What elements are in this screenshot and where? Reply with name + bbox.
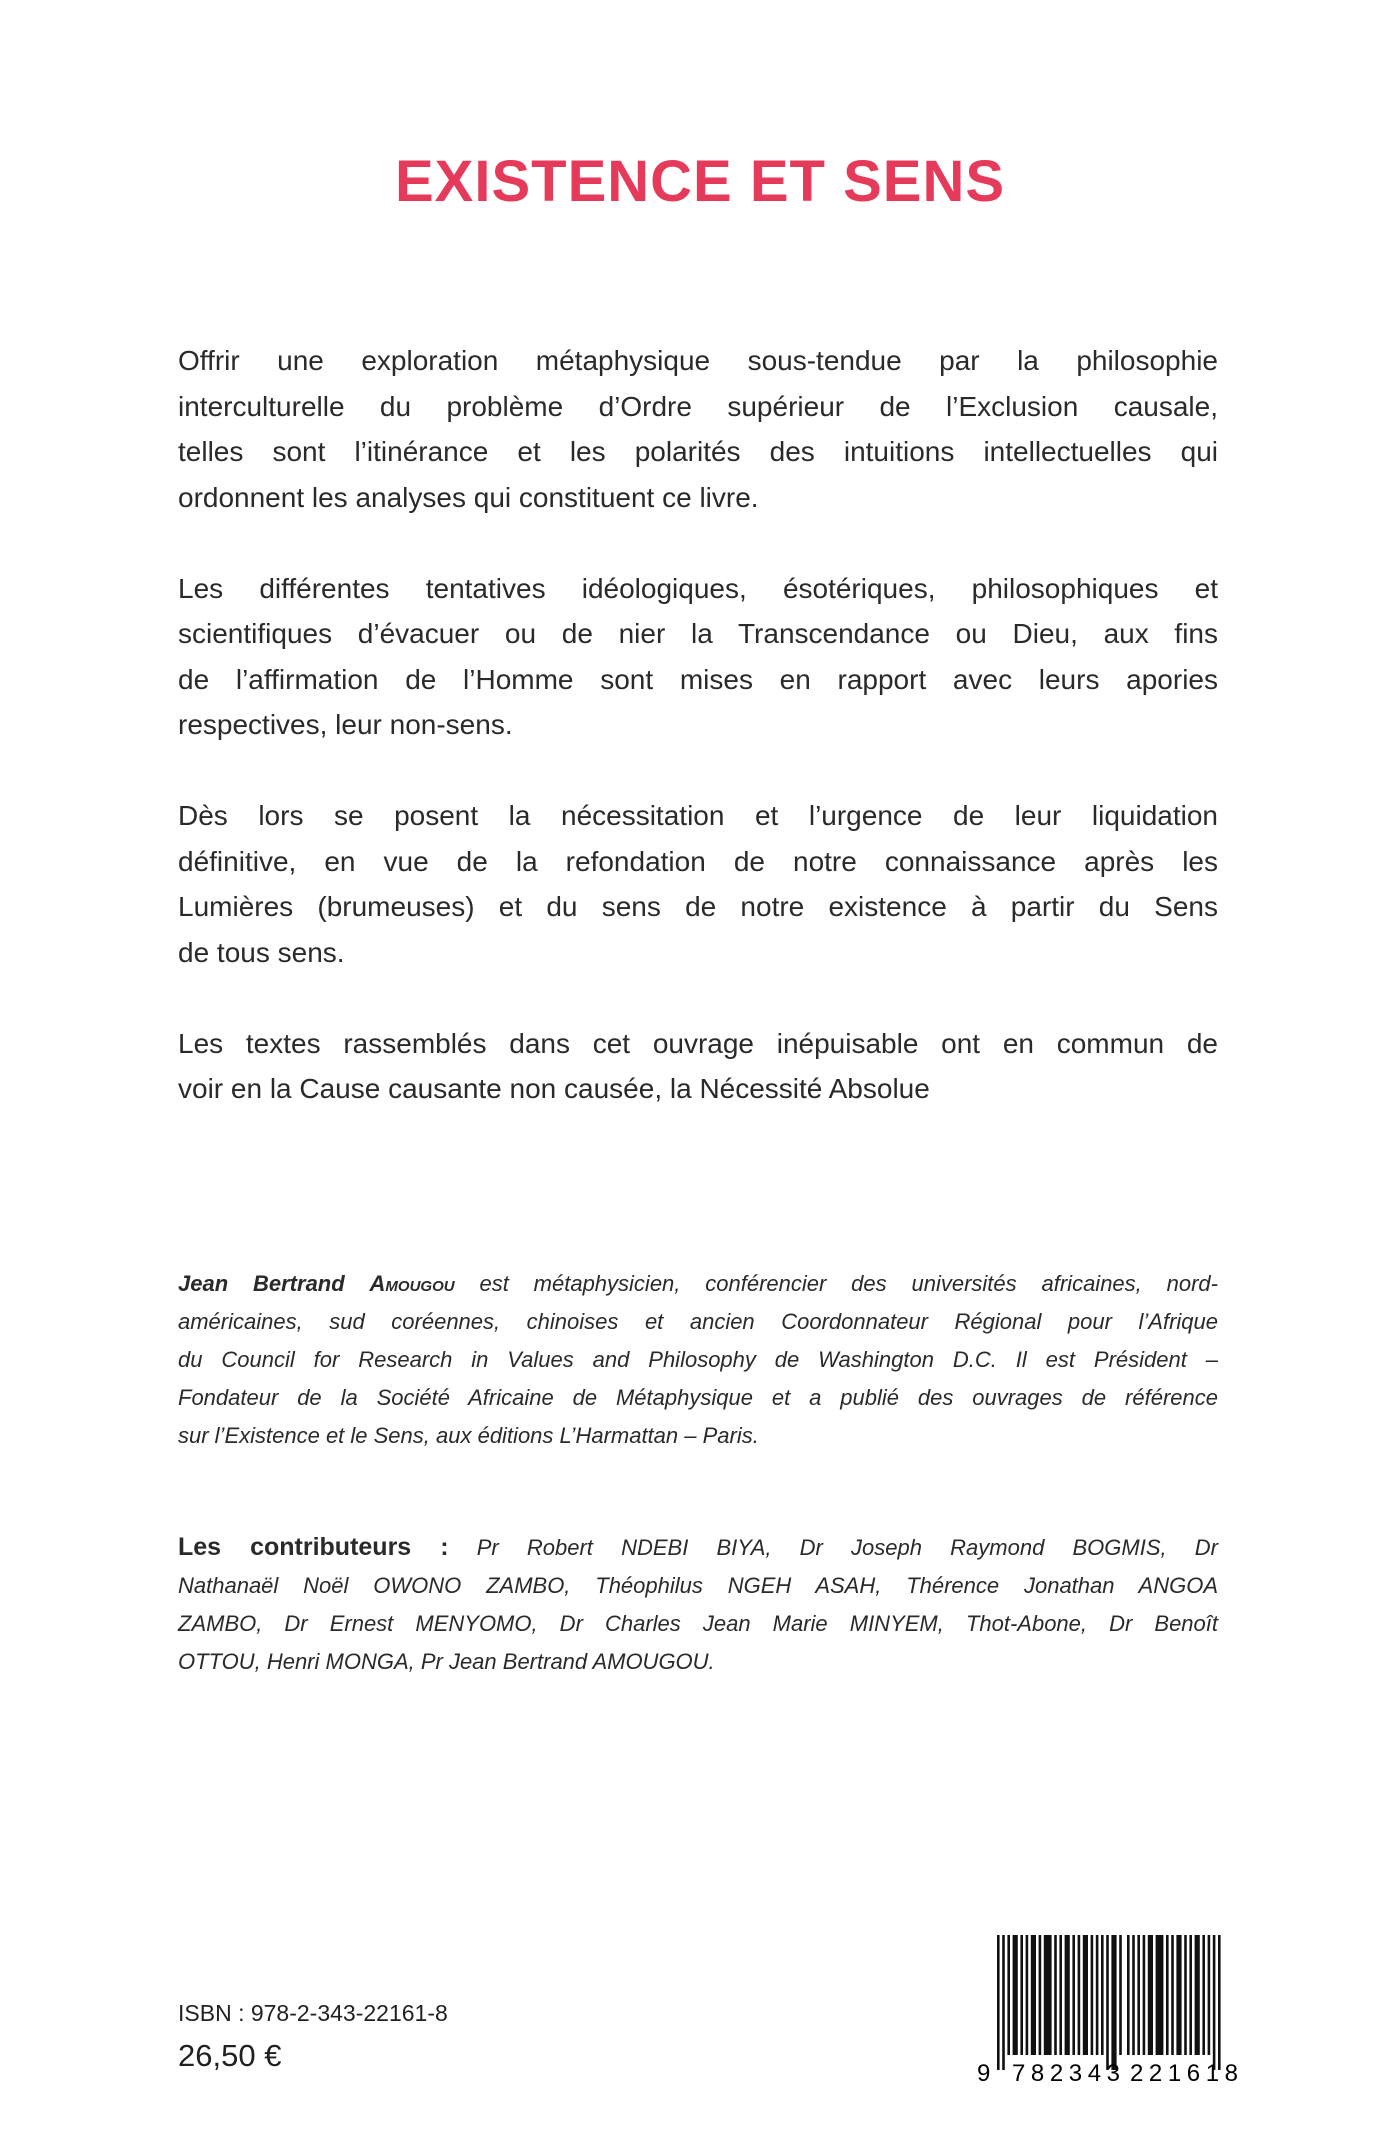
barcode-bar: [1218, 1935, 1221, 2070]
barcode-bar: [1184, 1935, 1187, 2055]
barcode-bar: [1026, 1935, 1029, 2055]
back-cover-summary: [178, 338, 1218, 1157]
bio-line: sur l’Existence et le Sens, aux éditions L’Harmattan – Paris.: [178, 1423, 759, 1448]
barcode-bar: [1054, 1935, 1057, 2055]
summary-line: respectives, leur non-sens.: [178, 709, 513, 740]
summary-paragraph: [178, 793, 1218, 975]
bio-line: [178, 1265, 1218, 1303]
summary-line: Dès lors se posent la nécessitation et l’urgence de leur liquidation: [178, 800, 1218, 831]
price: 26,50 €: [178, 2038, 282, 2073]
contributors-line: Nathanaël Noël OWONO ZAMBO, Théophilus NGEH ASAH, Thérence Jonathan ANGOA: [178, 1573, 1218, 1598]
barcode-bar: [1202, 1935, 1205, 2055]
barcode-bar: [1083, 1935, 1088, 2055]
barcode-bar: [1078, 1935, 1081, 2055]
barcode-bar: [1119, 1935, 1122, 2055]
author-last-name: Amougou: [369, 1271, 455, 1296]
summary-line: Offrir une exploration métaphysique sous-tendue par la philosophie: [178, 345, 1218, 376]
bio-line: Fondateur de la Société Africaine de Métaphysique et a publié des ouvrages de référence: [178, 1385, 1218, 1410]
barcode-bar: [1002, 1935, 1005, 2070]
barcode-bar: [1189, 1935, 1192, 2055]
barcode-bar: [1176, 1935, 1181, 2055]
barcode-bar: [1166, 1935, 1169, 2055]
summary-line: de l’affirmation de l’Homme sont mises en rapport avec leurs apories: [178, 663, 1218, 695]
barcode-bar: [997, 1935, 1000, 2070]
barcode-digits-left: 782343: [1012, 2060, 1120, 2085]
barcode-bar: [1065, 1935, 1070, 2055]
summary-line: de tous sens.: [178, 936, 345, 968]
summary-line: interculturelle du problème d’Ordre supérieur de l’Exclusion causale,: [178, 390, 1218, 422]
barcode-bar: [1143, 1935, 1146, 2055]
summary-line: telles sont l’itinérance et les polarités des intuitions intellectuelles qui: [178, 436, 1218, 467]
barcode-bar: [1007, 1935, 1010, 2055]
barcode-bar: [1072, 1935, 1075, 2055]
contributors-line: OTTOU, Henri MONGA, Pr Jean Bertrand AMOUGOU.: [178, 1649, 715, 1674]
barcode-bar: [1044, 1935, 1052, 2055]
barcode-bar: [1106, 1935, 1109, 2070]
author-bio: [178, 1265, 1218, 1455]
summary-line: définitive, en vue de la refondation de notre connaissance après les: [178, 845, 1218, 877]
summary-line: Les textes rassemblés dans cet ouvrage inépuisable ont en commun de: [178, 1027, 1218, 1059]
bio-line: américaines, sud coréennes, chinoises et ancien Coordonnateur Régional pour l’Afrique: [178, 1309, 1218, 1334]
barcode-bar: [1091, 1935, 1094, 2055]
barcode-bar: [1148, 1935, 1153, 2055]
isbn: ISBN : 978-2-343-22161-8: [178, 2000, 448, 2026]
barcode-digit-first: 9: [977, 2060, 991, 2085]
summary-line: ordonnent les analyses qui constituent ce livre.: [178, 481, 759, 513]
summary-line: Les différentes tentatives idéologiques, ésotériques, philosophiques et: [178, 572, 1218, 604]
summary-line: voir en la Cause causante non causée, la Nécessité Absolue: [178, 1073, 930, 1104]
bio-line: du Council for Research in Values and Philosophy de Washington D.C. Il est Président –: [178, 1347, 1218, 1372]
barcode-bar: [1096, 1935, 1099, 2055]
barcode-bar: [1171, 1935, 1174, 2055]
barcode-bar: [1039, 1935, 1042, 2055]
contributors-line: ZAMBO, Dr Ernest MENYOMO, Dr Charles Jean Marie MINYEM, Thot-Abone, Dr Benoît: [178, 1611, 1218, 1636]
barcode-bar: [1137, 1935, 1140, 2055]
barcode-bar: [1213, 1935, 1216, 2070]
contributors-line: [178, 1528, 1218, 1567]
barcode-bar: [1156, 1935, 1164, 2055]
bio-text: est métaphysicien, conférencier des universités africaines, nord-: [454, 1271, 1218, 1296]
summary-line: scientifiques d’évacuer ou de nier la Transcendance ou Dieu, aux fins: [178, 618, 1218, 649]
author-first-name: Jean Bertrand: [178, 1271, 370, 1296]
contributors-text: Pr Robert NDEBI BIYA, Dr Joseph Raymond BOGMIS, Dr: [448, 1535, 1218, 1560]
barcode-bar: [1031, 1935, 1036, 2055]
summary-paragraph: [178, 1021, 1218, 1112]
barcode-bar: [1208, 1935, 1211, 2055]
barcode-bar: [1020, 1935, 1023, 2055]
barcode-bar: [1101, 1935, 1104, 2055]
barcode-bar: [1013, 1935, 1018, 2055]
barcode-bar: [1059, 1935, 1062, 2055]
summary-paragraph: [178, 566, 1218, 748]
barcode-bar: [1127, 1935, 1130, 2055]
contributors: [178, 1528, 1218, 1681]
summary-line: Lumières (brumeuses) et du sens de notre existence à partir du Sens: [178, 891, 1218, 922]
summary-paragraph: [178, 338, 1218, 520]
contributors-label: Les contributeurs :: [178, 1533, 449, 1561]
book-title: EXISTENCE ET SENS: [394, 149, 1006, 214]
barcode-bar: [1111, 1935, 1116, 2070]
barcode-bar: [1195, 1935, 1200, 2055]
barcode-bar: [1132, 1935, 1135, 2055]
author-name: [178, 1271, 455, 1296]
barcode-digits-right: 221618: [1130, 2060, 1238, 2085]
barcode: [975, 1935, 1257, 2085]
